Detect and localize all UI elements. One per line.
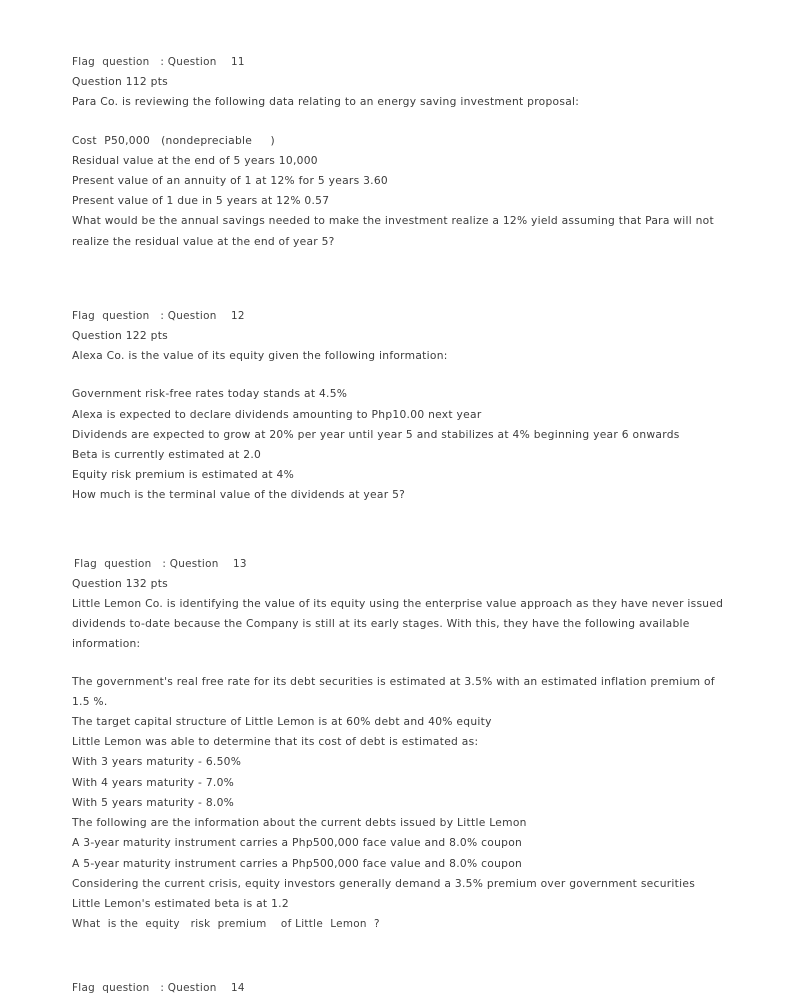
question-prompt-13: What is the equity risk premium of Little Lemon ? — [72, 918, 380, 931]
question-intro-12: Alexa Co. is the value of its equity given the following information: — [72, 349, 448, 363]
question-intro-13: Little Lemon Co. is identifying the value of its equity using the enterprise value approach as they have never issued dividends to-date because the Company is still at its early stages. With this, they have the following available information: — [72, 597, 724, 651]
block-separator — [72, 252, 724, 306]
question-prompt-11: What would be the annual savings needed to make the investment realize a 12% yield assuming that Para will not realize the residual value at the end of year 5? — [72, 214, 714, 248]
spacer — [72, 655, 724, 672]
question-fact-13-0: The government's real free rate for its debt securities is estimated at 3.5% with an estimated inflation premium of 1.5 %. — [72, 674, 715, 708]
question-fact-13-6: The following are the information about the current debts issued by Little Lemon — [72, 816, 527, 830]
question-fact-13-1: The target capital structure of Little Lemon is at 60% debt and 40% equity — [72, 715, 492, 729]
question-intro-11: Para Co. is reviewing the following data relating to an energy saving investment proposal: — [72, 95, 580, 109]
question-fact-13-5: With 5 years maturity - 8.0% — [72, 795, 235, 809]
question-fact-13-7: A 3-year maturity instrument carries a Php500,000 face value and 8.0% coupon — [72, 836, 523, 850]
question-fact-13-10: Little Lemon's estimated beta is at 1.2 — [72, 896, 289, 910]
question-fact-12-3: Beta is currently estimated at 2.0 — [72, 448, 262, 462]
block-separator — [72, 934, 724, 978]
spacer — [72, 113, 724, 131]
question-block-13 — [72, 554, 724, 935]
question-fact-11-1: Residual value at the end of 5 years 10,000 — [72, 153, 318, 167]
question-fact-11-0: Cost P50,000 (nondepreciable ) — [72, 133, 275, 147]
flag-question-label-14[interactable]: Flag question : Question 14 — [72, 982, 245, 995]
flag-question-label-12[interactable]: Flag question : Question 12 — [72, 309, 245, 322]
flag-question-label-11[interactable]: Flag question : Question 11 — [72, 56, 245, 68]
question-header-11: Question 112 pts — [72, 75, 169, 89]
question-fact-12-4: Equity risk premium is estimated at 4% — [72, 468, 295, 482]
question-fact-13-3: With 3 years maturity - 6.50% — [72, 755, 242, 769]
question-fact-11-3: Present value of 1 due in 5 years at 12% 0.57 — [72, 194, 330, 208]
question-fact-13-8: A 5-year maturity instrument carries a Php500,000 face value and 8.0% coupon — [72, 856, 523, 870]
question-fact-12-1: Alexa is expected to declare dividends amounting to Php10.00 next year — [72, 407, 482, 421]
question-fact-11-2: Present value of an annuity of 1 at 12% for 5 years 3.60 — [72, 174, 389, 188]
question-block-12 — [72, 306, 724, 506]
question-header-13: Question 132 pts — [72, 576, 169, 590]
question-block-14 — [72, 978, 724, 998]
block-separator — [72, 506, 724, 554]
question-fact-13-9: Considering the current crisis, equity investors generally demand a 3.5% premium over government securities — [72, 876, 696, 890]
question-header-12: Question 122 pts — [72, 329, 169, 343]
question-fact-13-2: Little Lemon was able to determine that its cost of debt is estimated as: — [72, 735, 479, 749]
question-fact-12-2: Dividends are expected to grow at 20% per year until year 5 and stabilizes at 4% beginning year 6 onwards — [72, 427, 680, 441]
question-fact-12-0: Government risk-free rates today stands at 4.5% — [72, 387, 348, 401]
question-fact-13-4: With 4 years maturity - 7.0% — [72, 775, 235, 789]
flag-question-label-13[interactable]: Flag question : Question 13 — [74, 557, 247, 570]
question-block-11 — [72, 52, 724, 252]
spacer — [72, 366, 724, 384]
question-prompt-12: How much is the terminal value of the dividends at year 5? — [72, 488, 406, 502]
